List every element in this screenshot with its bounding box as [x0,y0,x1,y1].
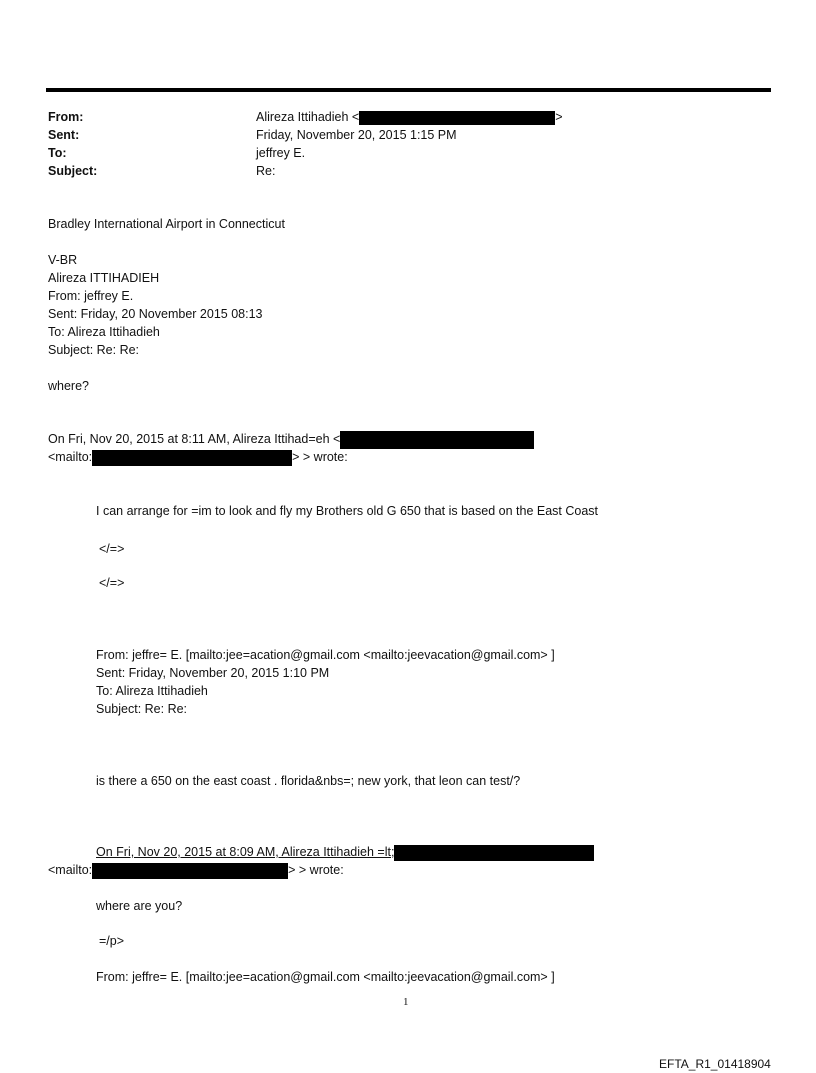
to-label: To: [48,146,67,160]
forward-subject: Subject: Re: Re: [96,702,188,716]
redaction-box [394,845,594,861]
mailto-text: <mailto: [48,450,93,464]
redaction-box [92,450,292,466]
subject-value: Re: [256,164,276,178]
sent-value: Friday, November 20, 2015 1:15 PM [256,128,457,142]
wrote-text: > > wrote: [292,450,348,464]
quote-header [48,430,534,449]
quote-mailto [48,448,348,466]
quote-mailto [48,861,344,879]
subject-label: Subject: [48,164,98,178]
quoted-from: From: jeffrey E. [48,289,134,303]
mailto-text: <mailto: [48,863,93,877]
quoted-subject: Subject: Re: Re: [48,343,140,357]
from-close: > [555,110,563,124]
bates-id: EFTA_R1_01418904 [659,1057,771,1071]
to-value: jeffrey E. [256,146,306,160]
forward-from: From: jeffre= E. [mailto:jee=acation@gmail.com <mailto:jeevacation@gmail.com> ] [96,648,555,662]
quote-header [96,843,594,861]
body-line: is there a 650 on the east coast . florida&nbs=; new york, that leon can test/? [96,774,521,788]
body-line: where are you? [96,899,183,913]
signature-name: Alireza ITTIHADIEH [48,271,160,285]
wrote-text: > > wrote: [288,863,344,877]
quote-header-text: On Fri, Nov 20, 2015 at 8:11 AM, Alireza Ittihad=eh < [48,432,341,446]
header-rule [46,88,771,92]
quoted-sent: Sent: Friday, 20 November 2015 08:13 [48,307,263,321]
forward-to: To: Alireza Ittihadieh [96,684,208,698]
redaction-box [359,111,555,125]
body-line: </=> [99,542,125,556]
forward-sent: Sent: Friday, November 20, 2015 1:10 PM [96,666,330,680]
signature-line: V-BR [48,253,78,267]
body-line: Bradley International Airport in Connecticut [48,217,285,231]
redaction-box [92,863,288,879]
sent-label: Sent: [48,128,80,142]
body-line: I can arrange for =im to look and fly my Brothers old G 650 that is based on the East Coast [96,504,599,518]
redaction-box [340,431,534,449]
body-line: =/p> [99,934,125,948]
quote-header-text: On Fri, Nov 20, 2015 at 8:09 AM, Alireza Ittihadieh =lt; [96,845,395,859]
body-line: </=> [99,576,125,590]
body-line: where? [48,379,89,393]
page-number: 1 [403,996,409,1008]
from-value [256,108,563,126]
from-name: Alireza Ittihadieh < [256,110,360,124]
from-label: From: [48,110,84,124]
quoted-to: To: Alireza Ittihadieh [48,325,160,339]
forward-from: From: jeffre= E. [mailto:jee=acation@gmail.com <mailto:jeevacation@gmail.com> ] [96,970,555,984]
